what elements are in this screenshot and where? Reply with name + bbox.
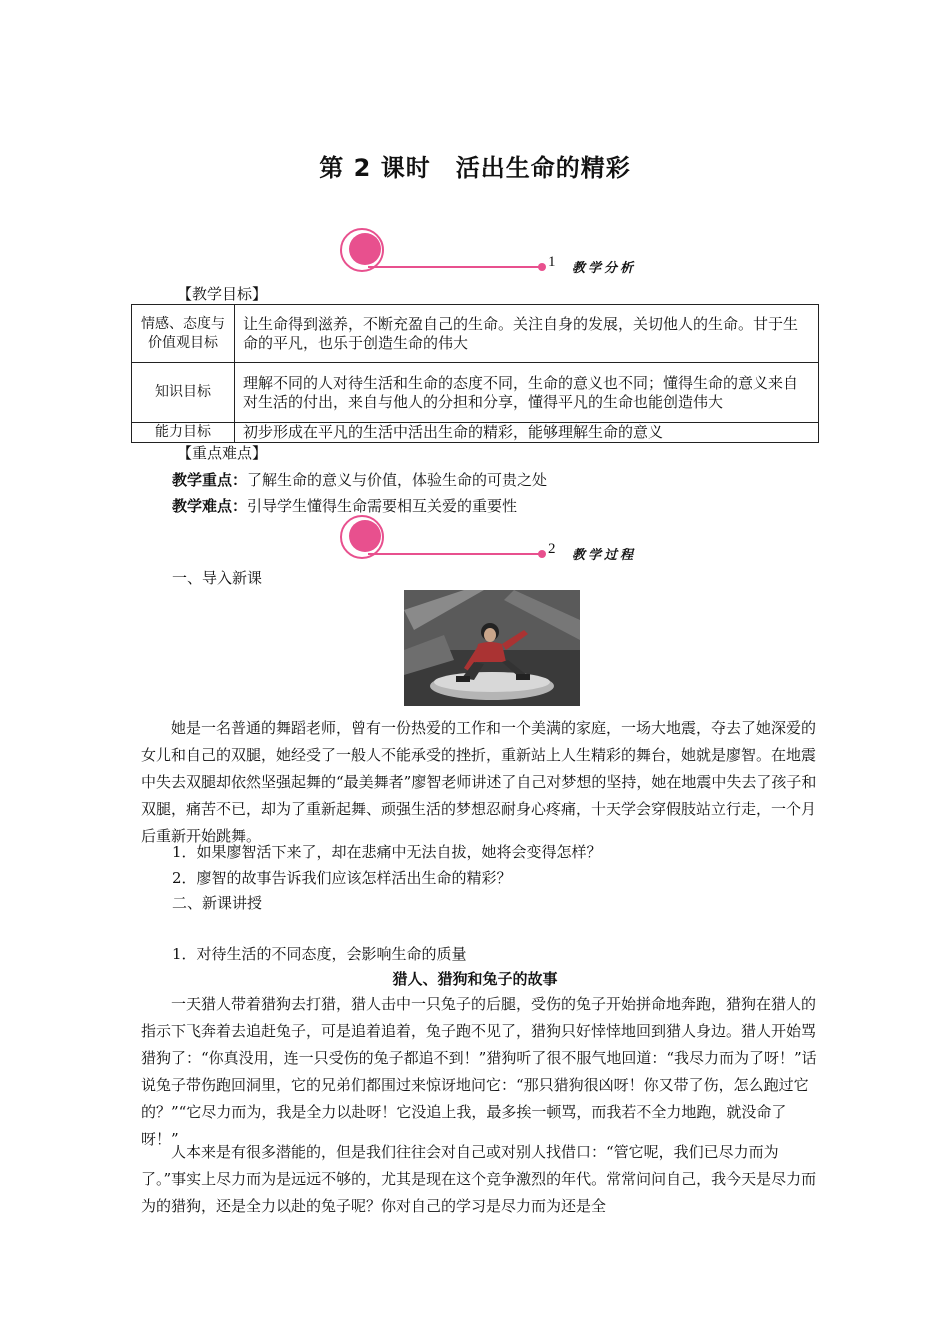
intro-heading: 一、导入新课: [172, 569, 263, 587]
intro-story: 她是一名普通的舞蹈老师，曾有一份热爱的工作和一个美满的家庭，一场大地震，夺去了她深爱的女儿和自己的双腿，她经受了一般人不能承受的挫折，重新站上人生精彩的舞台，她就是廖智。在地震中失去双腿却依然坚强起舞的“最美舞者”廖智老师讲述了自己对梦想的坚持，她在地震中失去了孩子和双腿，痛苦不已，却为了重新起舞、顽强生活的梦想忍耐身心疼痛，十天学会穿假肢站立行走，一个月后重新开始跳舞。: [141, 719, 817, 845]
goal-key: 知识目标: [132, 363, 235, 423]
story-title: 猎人、猎狗和兔子的故事: [392, 970, 558, 988]
section-divider-line: [368, 266, 540, 268]
focus-text: 了解生命的意义与价值，体验生命的可贵之处: [247, 471, 548, 489]
difficulty-text: 引导学生懂得生命需要相互关爱的重要性: [247, 497, 518, 515]
section-header-analysis: [340, 228, 660, 278]
section-dot-icon: [349, 520, 381, 552]
section-endpoint-icon: [538, 263, 546, 271]
goal-value: 初步形成在平凡的生活中活出生命的精彩，能够理解生命的意义: [235, 423, 819, 443]
teaching-focus: [172, 467, 852, 494]
section-number: 1: [548, 254, 556, 270]
page-title: 第 2 课时 活出生命的精彩: [319, 154, 631, 182]
goal-value: 理解不同的人对待生活和生命的态度不同，生命的意义也不同；懂得生命的意义来自对生活的付出，来自与他人的分担和分享，懂得平凡的生命也能创造伟大: [235, 363, 819, 423]
table-row: [132, 423, 819, 443]
section-endpoint-icon: [538, 550, 546, 558]
focus-label: 教学重点：: [172, 471, 248, 489]
intro-question-1: 1．如果廖智活下来了，却在悲痛中无法自拔，她将会变得怎样？: [172, 843, 602, 861]
lesson-point-1: 1．对待生活的不同态度，会影响生命的质量: [172, 945, 467, 963]
dancer-photo: [404, 590, 580, 706]
section-dot-icon: [349, 233, 381, 265]
section-header-process: [340, 515, 660, 565]
goal-value: 让生命得到滋养，不断充盈自己的生命。关注自身的发展，关切他人的生命。甘于生命的平凡，也乐于创造生命的伟大: [235, 305, 819, 363]
key-points-heading: 【重点难点】: [177, 444, 268, 462]
intro-question-2: 2．廖智的故事告诉我们应该怎样活出生命的精彩？: [172, 869, 512, 887]
difficulty-label: 教学难点：: [172, 497, 248, 515]
teaching-goals-heading: 【教学目标】: [177, 285, 268, 303]
table-row: [132, 363, 819, 423]
section-divider-line: [368, 553, 540, 555]
section-label: 教学过程: [572, 548, 637, 563]
goal-key: 能力目标: [132, 423, 235, 443]
section-label: 教学分析: [572, 261, 637, 276]
section-number: 2: [548, 541, 556, 557]
story-paragraph-1: 一天猎人带着猎狗去打猎，猎人击中一只兔子的后腿，受伤的兔子开始拼命地奔跑，猎狗在猎人的指示下飞奔着去追赶兔子，可是追着追着，兔子跑不见了，猎狗只好悻悻地回到猎人身边。猎人开始骂猎狗了：“你真没用，连一只受伤的兔子都追不到！”猎狗听了很不服气地回道：“我尽力而为了呀！”话说兔子带伤跑回洞里，它的兄弟们都围过来惊讶地问它：“那只猎狗很凶呀！你又带了伤，怎么跑过它的？”“它尽力而为，我是全力以赴呀！它没追上我，最多挨一顿骂，而我若不全力地跑，就没命了呀！”: [141, 995, 817, 1148]
story-paragraph-2: 人本来是有很多潜能的，但是我们往往会对自己或对别人找借口：“管它呢，我们已尽力而为了。”事实上尽力而为是远远不够的，尤其是现在这个竞争激烈的年代。常常问问自己，我今天是尽力而为的猎狗，还是全力以赴的兔子呢？你对自己的学习是尽力而为还是全: [141, 1143, 817, 1215]
table-row: [132, 305, 819, 363]
teaching-goals-table: [131, 304, 819, 443]
new-lesson-heading: 二、新课讲授: [172, 894, 263, 912]
goal-key: 情感、态度与价值观目标: [132, 305, 235, 363]
